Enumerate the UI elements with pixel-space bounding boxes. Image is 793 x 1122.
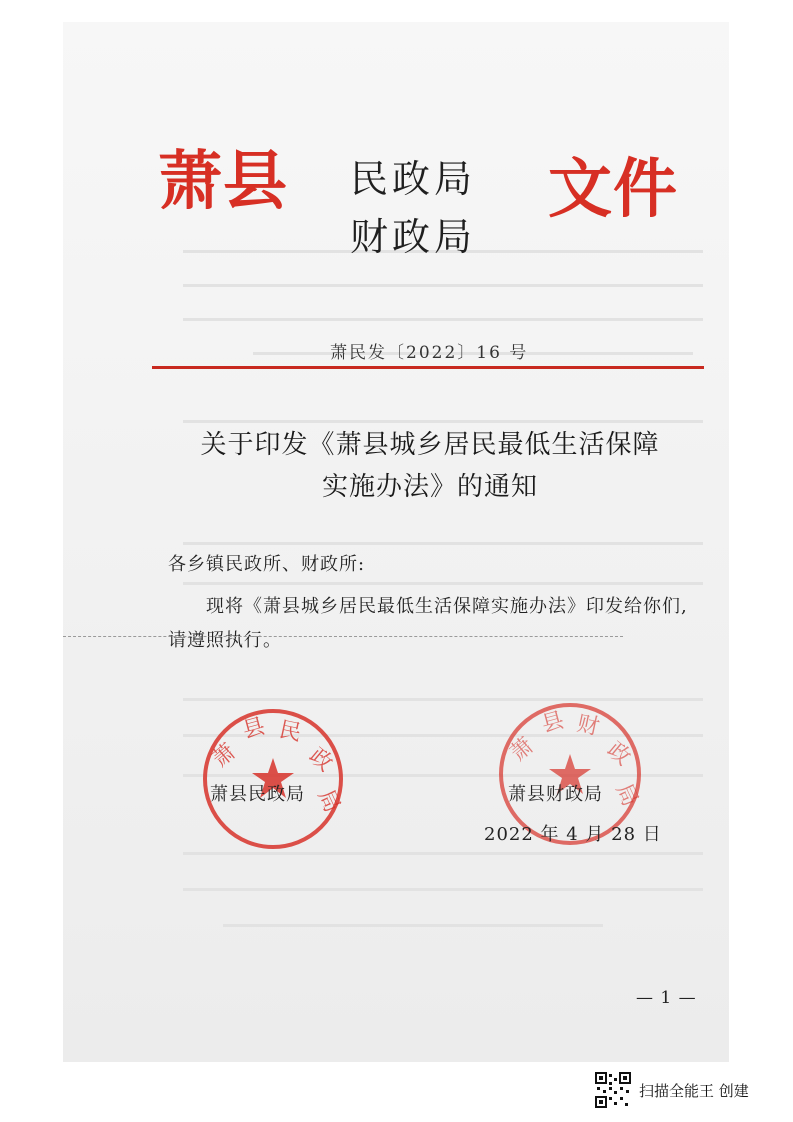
page-number: — 1 — bbox=[636, 988, 697, 1008]
svg-text:政: 政 bbox=[602, 737, 636, 771]
svg-text:财: 财 bbox=[574, 711, 602, 741]
bleed-through-line bbox=[183, 420, 703, 423]
document-number: 萧民发〔2022〕16 号 bbox=[330, 343, 529, 363]
issuer-line-1: 民政局 bbox=[350, 157, 477, 201]
fold-line bbox=[63, 636, 623, 637]
bleed-through-line bbox=[183, 284, 703, 287]
bleed-through-line bbox=[183, 542, 703, 545]
svg-text:县: 县 bbox=[240, 713, 268, 744]
body-paragraph-line-2: 请遵照执行。 bbox=[168, 630, 282, 651]
svg-text:局: 局 bbox=[312, 785, 345, 817]
issuer-line-2: 财政局 bbox=[350, 215, 477, 259]
svg-text:萧: 萧 bbox=[207, 739, 241, 773]
qr-code-icon bbox=[595, 1072, 631, 1108]
scanner-watermark bbox=[595, 1072, 749, 1108]
body-paragraph-line-1: 现将《萧县城乡居民最低生活保障实施办法》印发给你们, bbox=[206, 596, 688, 617]
signature-right: 萧县财政局 bbox=[508, 784, 603, 805]
red-separator-line bbox=[152, 366, 704, 369]
svg-text:县: 县 bbox=[539, 707, 567, 738]
issue-date: 2022 年 4 月 28 日 bbox=[484, 824, 662, 845]
svg-text:民: 民 bbox=[276, 717, 304, 747]
svg-text:政: 政 bbox=[304, 743, 338, 777]
signature-left: 萧县民政局 bbox=[210, 784, 305, 805]
bleed-through-line bbox=[183, 888, 703, 891]
bleed-through-line bbox=[183, 318, 703, 321]
svg-text:局: 局 bbox=[610, 779, 643, 811]
bleed-through-line bbox=[183, 852, 703, 855]
issuer-red-title: 萧县 bbox=[158, 144, 288, 219]
document-word: 文件 bbox=[548, 152, 678, 227]
scanner-credit-text: 扫描全能王 创建 bbox=[639, 1081, 749, 1100]
bleed-through-line bbox=[223, 924, 603, 927]
bleed-through-line bbox=[183, 582, 703, 585]
addressee: 各乡镇民政所、财政所: bbox=[168, 554, 366, 575]
left-official-seal bbox=[200, 706, 346, 852]
svg-text:萧: 萧 bbox=[505, 733, 539, 767]
notice-title-line-2: 实施办法》的通知 bbox=[321, 472, 538, 502]
notice-title-line-1: 关于印发《萧县城乡居民最低生活保障 bbox=[200, 430, 660, 460]
